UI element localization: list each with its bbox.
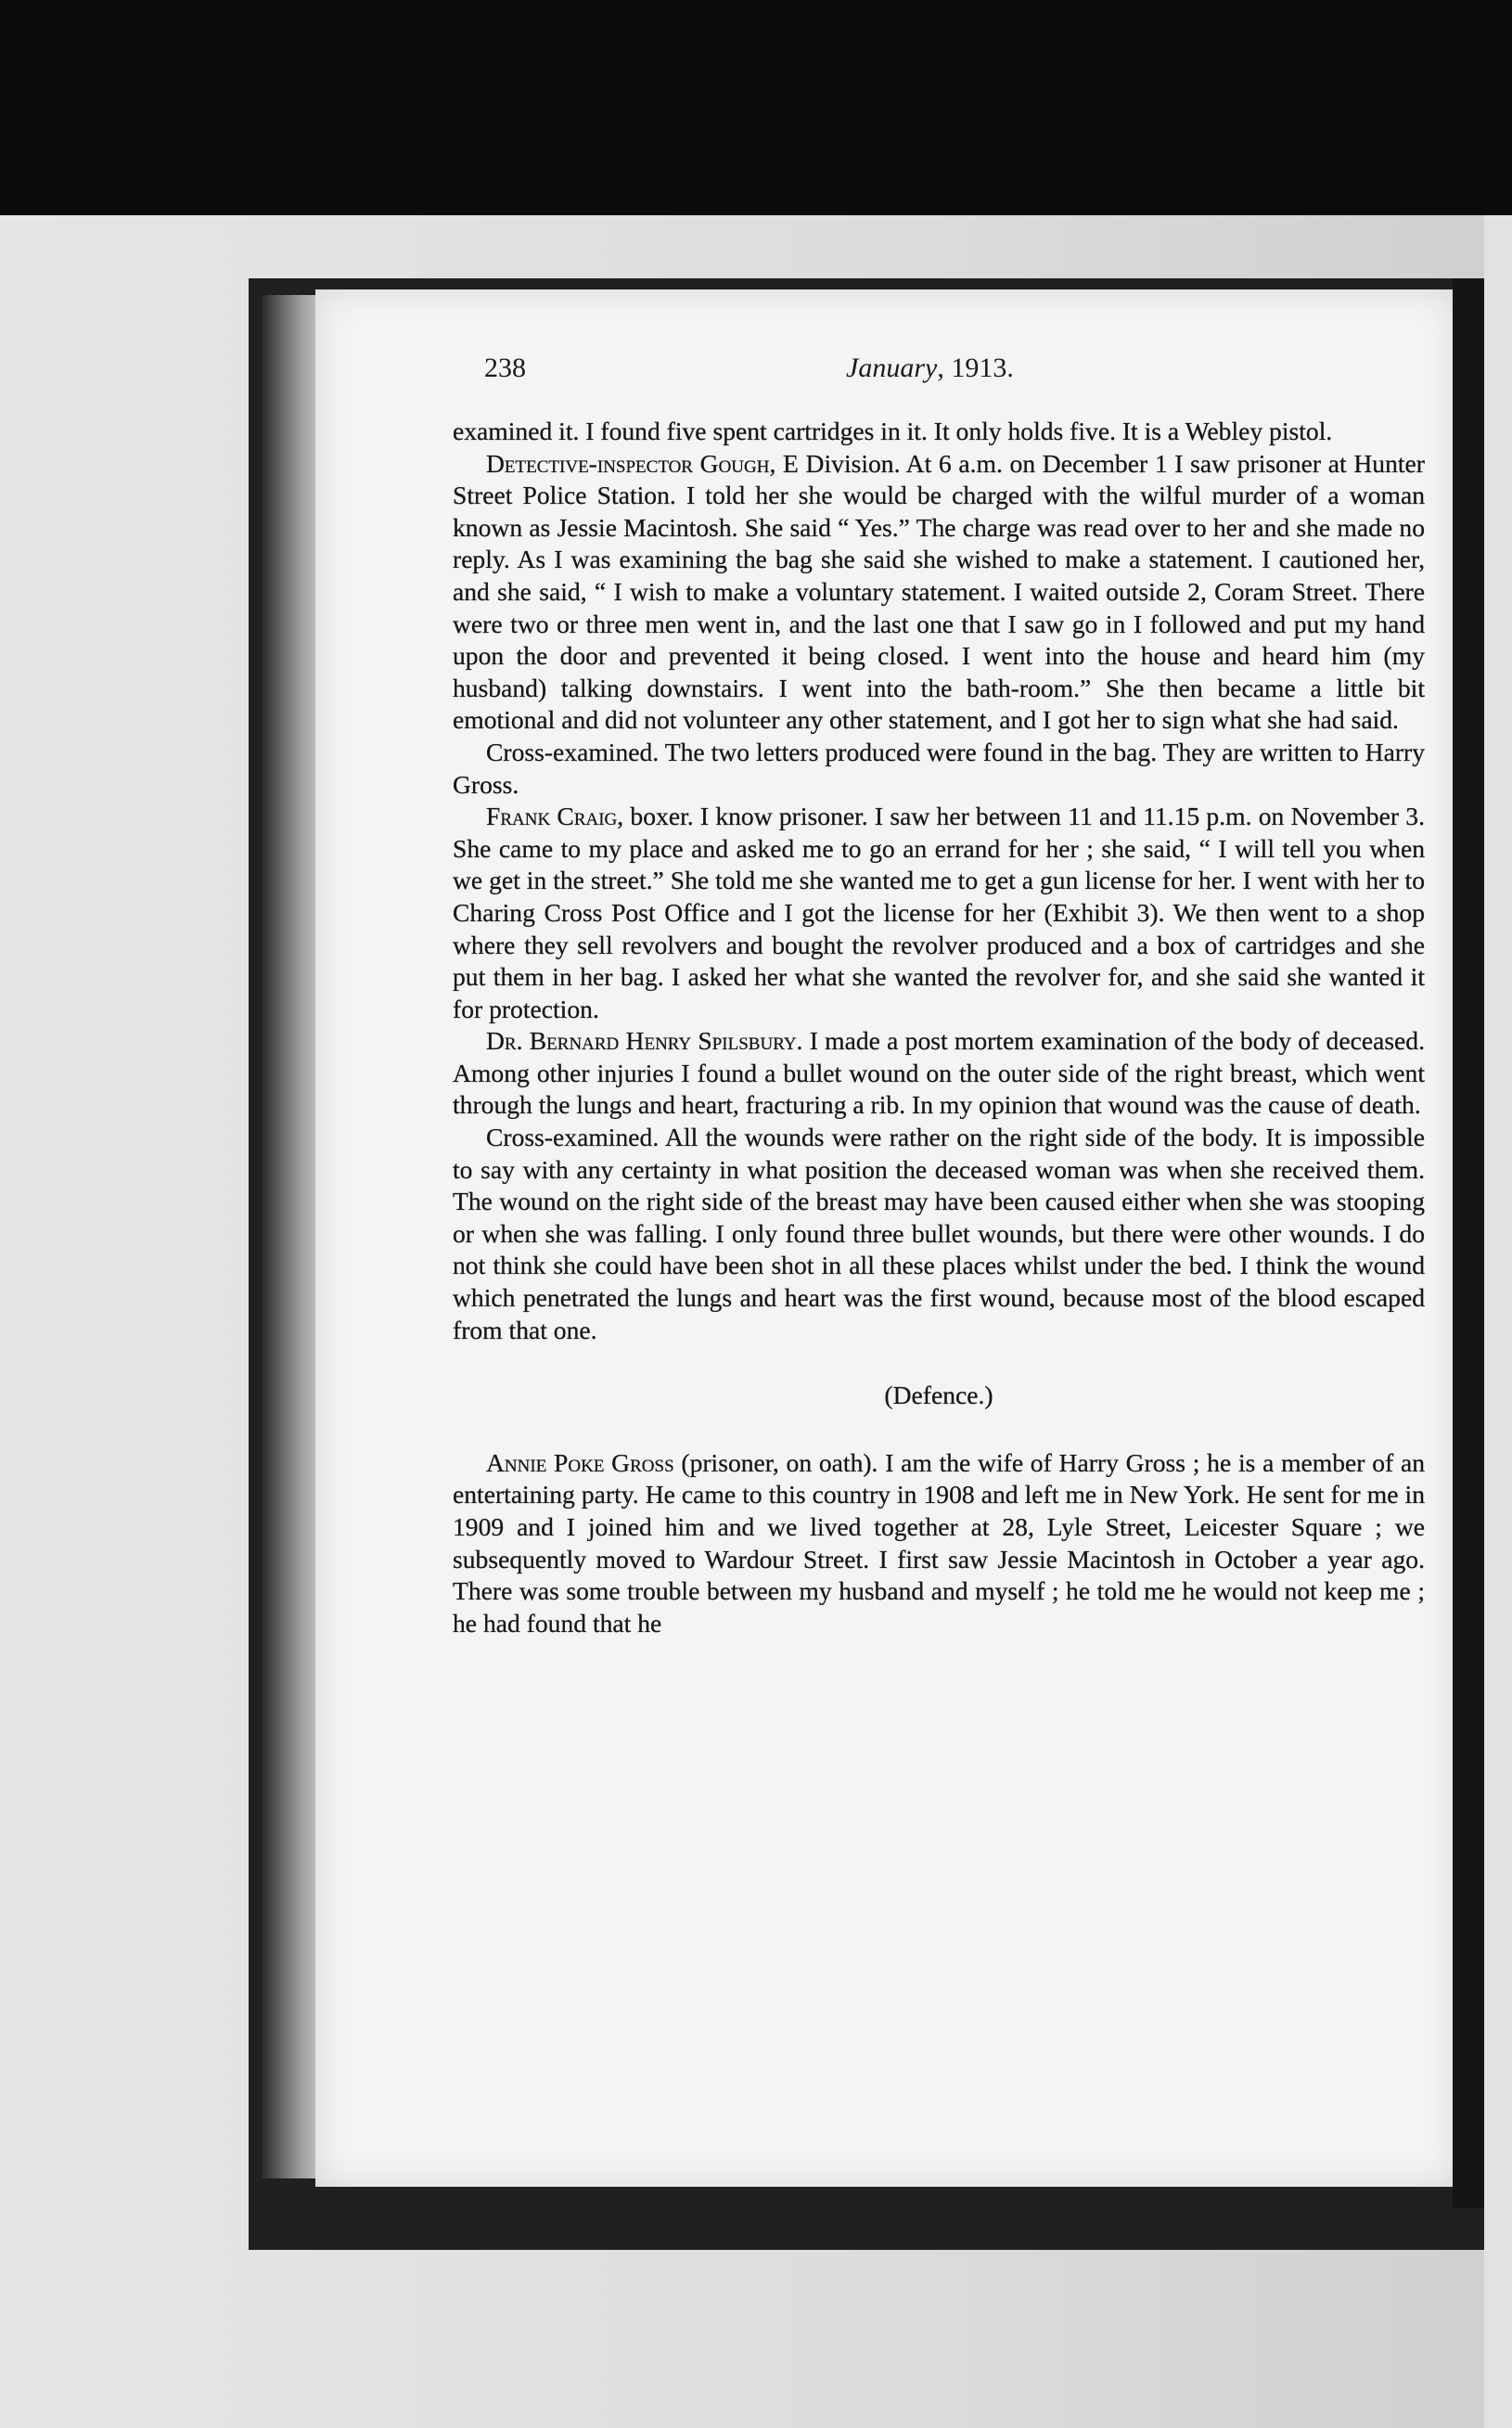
- running-head: [484, 353, 1096, 397]
- page-number: 238: [484, 353, 526, 383]
- facing-page-strip: [1484, 215, 1512, 2428]
- paragraph-defence: [453, 1447, 1425, 1640]
- paragraph-1: [453, 448, 1425, 737]
- paragraph-0: [453, 416, 1425, 448]
- paragraph-5: [453, 1122, 1425, 1346]
- paragraph-text: examined it. I found five spent cartridges in it. It only holds five. It is a Webley pistol.: [453, 417, 1333, 445]
- running-title-year-wrap: , 1913.: [937, 353, 1014, 383]
- paragraph-text: (prisoner, on oath). I am the wife of Harry Gross ; he is a member of an entertaining party. He came to this country in 1908 and left me in New York. He sent for me in 1909 and I joined him and we lived together at 28, Lyle Street, Leicester Square ; we subsequently moved to Wardour Street. I first saw Jessie Macintosh in October a year ago. There was some trouble between my husband and myself ; he told me he would not keep me ; he had found that he: [453, 1447, 1426, 1638]
- running-title: [846, 353, 1014, 384]
- witness-name: Detective-inspector Gough: [486, 448, 770, 478]
- paragraph-text: Cross-examined. The two letters produced were found in the bag. They are written to Harry Gross.: [453, 737, 1425, 799]
- section-heading-defence: (Defence.): [884, 1381, 993, 1410]
- paragraph-text: , boxer. I know prisoner. I saw her between 11 and 11.15 p.m. on November 3. She came to my place and asked me to go an errand for her ; she said, “ I will tell you when we get in the street.” She told me she wanted me to get a gun license for her. I went with her to Charing Cross Post Office and I got the license for her (Exhibit 3). We then went to a shop where they sell revolvers and bought the revolver produced and a box of cartridges and she put them in her bag. I asked her what she wanted the revolver for, and she said she wanted it for protection.: [453, 802, 1425, 1023]
- paragraph-4: [453, 1025, 1425, 1122]
- paragraph-text: , E Division. At 6 a.m. on December 1 I saw prisoner at Hunter Street Police Station. I told her she would be charged with the wilful murder of a woman known as Jessie Macintosh. She said “ Yes.” The charge was read over to her and she made no reply. As I was examining the bag she said she wished to make a statement. I cautioned her, and she said, “ I wish to make a voluntary statement. I waited outside 2, Coram Street. There were two or three men went in, and the last one that I saw go in I followed and put my hand upon the door and prevented it being closed. I went into the house and heard him (my husband) talking downstairs. I went into the bath-room.” She then became a little bit emotional and did not volunteer any other statement, and I got her to sign what she had said.: [453, 448, 1425, 735]
- paragraph-3: [453, 801, 1425, 1025]
- book-spine-right: [1453, 278, 1484, 2208]
- paragraph-text: . I made a post mortem examination of the body of deceased. Among other injuries I found a bullet wound on the outer side of the right breast, which went through the lungs and heart, fracturing a rib. In my opinion that wound was the cause of death.: [453, 1026, 1426, 1120]
- page-body: [453, 416, 1425, 1639]
- running-title-year: 1913.: [951, 353, 1014, 383]
- witness-name: Annie Poke Gross: [486, 1447, 674, 1477]
- paragraph-text: Cross-examined. All the wounds were rather on the right side of the body. It is impossible to say with any certainty in what position the deceased woman was when she received them. The wound on the right side of the breast may have been caused either when she was stooping or when she was falling. I only found three bullet wounds, but there were other wounds. I do not think she could have been shot in all these places whilst under the bed. I think the wound which penetrated the lungs and heart was the first wound, because most of the blood escaped from that one.: [453, 1123, 1425, 1344]
- paragraph-2: [453, 737, 1425, 801]
- scan-top-band: [0, 0, 1512, 215]
- witness-name: Dr. Bernard Henry Spilsbury: [486, 1026, 797, 1056]
- running-title-month: January: [846, 353, 938, 383]
- witness-name: Frank Craig: [486, 802, 618, 831]
